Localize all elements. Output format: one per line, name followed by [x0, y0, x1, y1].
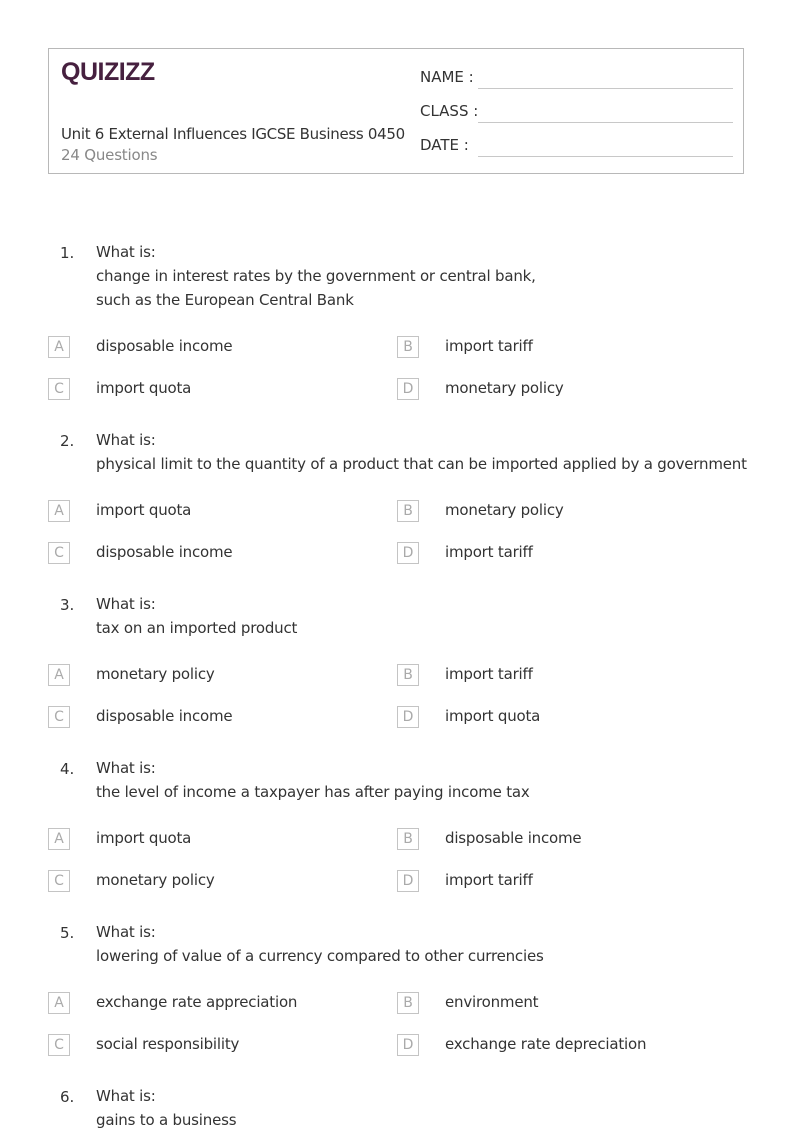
option-letter-box[interactable]: A: [48, 992, 70, 1014]
option-letter-box[interactable]: D: [397, 870, 419, 892]
option-letter-box[interactable]: C: [48, 542, 70, 564]
worksheet-header: [48, 48, 744, 174]
question-text-line: such as the European Central Bank: [96, 291, 354, 309]
date-line: [478, 156, 733, 157]
answer-option[interactable]: [48, 828, 348, 852]
answer-option[interactable]: [48, 378, 348, 402]
option-text: disposable income: [445, 829, 582, 847]
question-text-line: What is:: [96, 759, 156, 777]
option-text: import quota: [96, 829, 192, 847]
quizizz-logo: QUIZIZZ: [61, 58, 155, 86]
answer-option[interactable]: [397, 870, 697, 894]
question-text-line: the level of income a taxpayer has after paying income tax: [96, 783, 530, 801]
option-text: monetary policy: [96, 871, 215, 889]
answer-option[interactable]: [397, 500, 697, 524]
question-number: 3.: [60, 596, 75, 614]
option-text: import tariff: [445, 543, 533, 561]
answer-option[interactable]: [48, 1034, 348, 1058]
option-text: import tariff: [445, 871, 533, 889]
option-letter-box[interactable]: A: [48, 828, 70, 850]
answer-option[interactable]: [48, 992, 348, 1016]
answer-option[interactable]: [397, 828, 697, 852]
option-letter-box[interactable]: D: [397, 1034, 419, 1056]
option-letter-box[interactable]: B: [397, 336, 419, 358]
name-field: [420, 68, 733, 90]
question-number: 1.: [60, 244, 75, 262]
class-label: CLASS :: [420, 102, 479, 120]
option-letter-box[interactable]: A: [48, 664, 70, 686]
class-line: [478, 122, 733, 123]
name-line: [478, 88, 733, 89]
option-text: environment: [445, 993, 539, 1011]
answer-option[interactable]: [48, 664, 348, 688]
answer-option[interactable]: [48, 336, 348, 360]
question-text-line: What is:: [96, 923, 156, 941]
question-number: 4.: [60, 760, 75, 778]
option-letter-box[interactable]: B: [397, 664, 419, 686]
option-letter-box[interactable]: A: [48, 336, 70, 358]
option-text: monetary policy: [445, 501, 564, 519]
question-text: [96, 428, 756, 476]
question-text-line: What is:: [96, 431, 156, 449]
option-letter-box[interactable]: A: [48, 500, 70, 522]
option-letter-box[interactable]: D: [397, 378, 419, 400]
option-letter-box[interactable]: B: [397, 992, 419, 1014]
question-text-line: tax on an imported product: [96, 619, 298, 637]
question-number: 2.: [60, 432, 75, 450]
question-number: 6.: [60, 1088, 75, 1106]
class-field: [420, 102, 733, 124]
question-text-line: lowering of value of a currency compared to other currencies: [96, 947, 544, 965]
option-text: disposable income: [96, 337, 233, 355]
option-text: import tariff: [445, 337, 533, 355]
question-text: [96, 920, 756, 968]
option-letter-box[interactable]: C: [48, 706, 70, 728]
option-letter-box[interactable]: C: [48, 870, 70, 892]
answer-option[interactable]: [397, 992, 697, 1016]
answer-option[interactable]: [48, 542, 348, 566]
question-text-line: gains to a business: [96, 1111, 237, 1129]
answer-option[interactable]: [48, 500, 348, 524]
answer-option[interactable]: [397, 542, 697, 566]
option-letter-box[interactable]: B: [397, 828, 419, 850]
option-text: exchange rate depreciation: [445, 1035, 647, 1053]
option-text: monetary policy: [96, 665, 215, 683]
date-label: DATE :: [420, 136, 469, 154]
option-text: import tariff: [445, 665, 533, 683]
question-text-line: What is:: [96, 595, 156, 613]
option-letter-box[interactable]: C: [48, 378, 70, 400]
option-text: social responsibility: [96, 1035, 240, 1053]
option-text: monetary policy: [445, 379, 564, 397]
option-letter-box[interactable]: C: [48, 1034, 70, 1056]
worksheet-title: Unit 6 External Influences IGCSE Business 0450: [61, 125, 405, 143]
option-text: import quota: [445, 707, 541, 725]
date-field: [420, 136, 733, 158]
question-text: [96, 1084, 756, 1132]
option-text: disposable income: [96, 707, 233, 725]
answer-option[interactable]: [48, 870, 348, 894]
question-count: 24 Questions: [61, 146, 158, 164]
option-letter-box[interactable]: D: [397, 542, 419, 564]
question-text: [96, 592, 756, 640]
answer-option[interactable]: [397, 664, 697, 688]
question-text-line: What is:: [96, 1087, 156, 1105]
option-text: import quota: [96, 379, 192, 397]
option-letter-box[interactable]: B: [397, 500, 419, 522]
question-number: 5.: [60, 924, 75, 942]
option-text: exchange rate appreciation: [96, 993, 298, 1011]
answer-option[interactable]: [397, 336, 697, 360]
name-label: NAME :: [420, 68, 474, 86]
answer-option[interactable]: [397, 378, 697, 402]
option-text: import quota: [96, 501, 192, 519]
option-letter-box[interactable]: D: [397, 706, 419, 728]
question-text: [96, 756, 756, 804]
answer-option[interactable]: [48, 706, 348, 730]
question-text: [96, 240, 756, 312]
question-text-line: physical limit to the quantity of a product that can be imported applied by a government: [96, 455, 747, 473]
question-text-line: What is:: [96, 243, 156, 261]
question-text-line: change in interest rates by the government or central bank,: [96, 267, 536, 285]
answer-option[interactable]: [397, 1034, 697, 1058]
option-text: disposable income: [96, 543, 233, 561]
answer-option[interactable]: [397, 706, 697, 730]
